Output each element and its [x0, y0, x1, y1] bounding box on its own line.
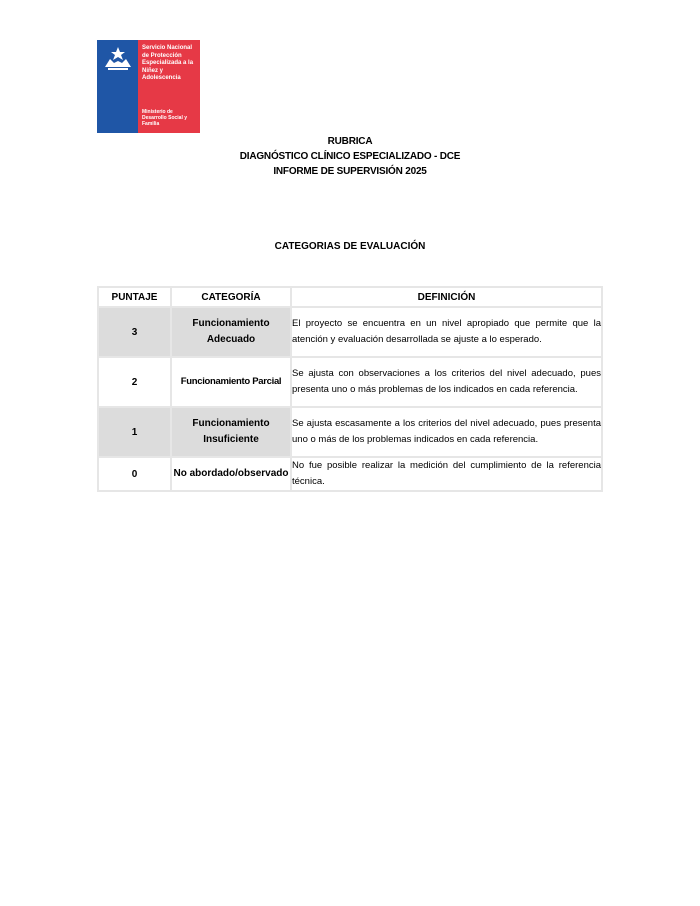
header-puntaje: PUNTAJE — [98, 287, 171, 307]
definition-cell: Se ajusta escasamente a los criterios del nivel adecuado, pues presenta uno o más de los problemas indicados en cada referencia. — [291, 407, 602, 457]
header-categoria: CATEGORÍA — [171, 287, 291, 307]
section-title: CATEGORIAS DE EVALUACIÓN — [274, 241, 426, 252]
score-cell: 1 — [98, 407, 171, 457]
definition-cell: Se ajusta con observaciones a los criterios del nivel adecuado, pues presenta uno o más problemas de los indicados en cada referencia. — [291, 357, 602, 407]
rubric-table — [97, 286, 603, 492]
table-row — [98, 407, 602, 457]
header-definicion: DEFINICIÓN — [291, 287, 602, 307]
header-line-2: DIAGNÓSTICO CLÍNICO ESPECIALIZADO - DCE — [239, 151, 461, 162]
document-header — [0, 134, 700, 179]
score-cell: 0 — [98, 457, 171, 491]
category-cell: Funcionamiento Insuficiente — [171, 407, 291, 457]
coat-of-arms-icon — [102, 45, 134, 73]
score-cell: 2 — [98, 357, 171, 407]
category-cell: No abordado/observado — [171, 457, 291, 491]
category-cell: Funcionamiento Parcial — [171, 357, 291, 407]
definition-cell: El proyecto se encuentra en un nivel apropiado que permite que la atención y evaluación desarrollada se ajuste a lo esperado. — [291, 307, 602, 357]
table-row — [98, 457, 602, 491]
definition-cell: No fue posible realizar la medición del cumplimiento de la referencia técnica. — [291, 457, 602, 491]
logo-ministry: Ministerio de Desarrollo Social y Familia — [142, 109, 188, 127]
category-cell: Funcionamiento Adecuado — [171, 307, 291, 357]
header-line-3: INFORME DE SUPERVISIÓN 2025 — [273, 166, 427, 177]
logo-org-name: Servicio Nacional de Protección Especializada a la Niñez y Adolescencia — [142, 45, 194, 82]
table-row — [98, 307, 602, 357]
institution-logo — [97, 40, 200, 133]
score-cell: 3 — [98, 307, 171, 357]
logo-red-panel — [138, 40, 200, 133]
logo-blue-panel — [97, 40, 138, 133]
table-row — [98, 357, 602, 407]
table-header-row — [98, 287, 602, 307]
header-line-1: RUBRICA — [327, 136, 373, 147]
